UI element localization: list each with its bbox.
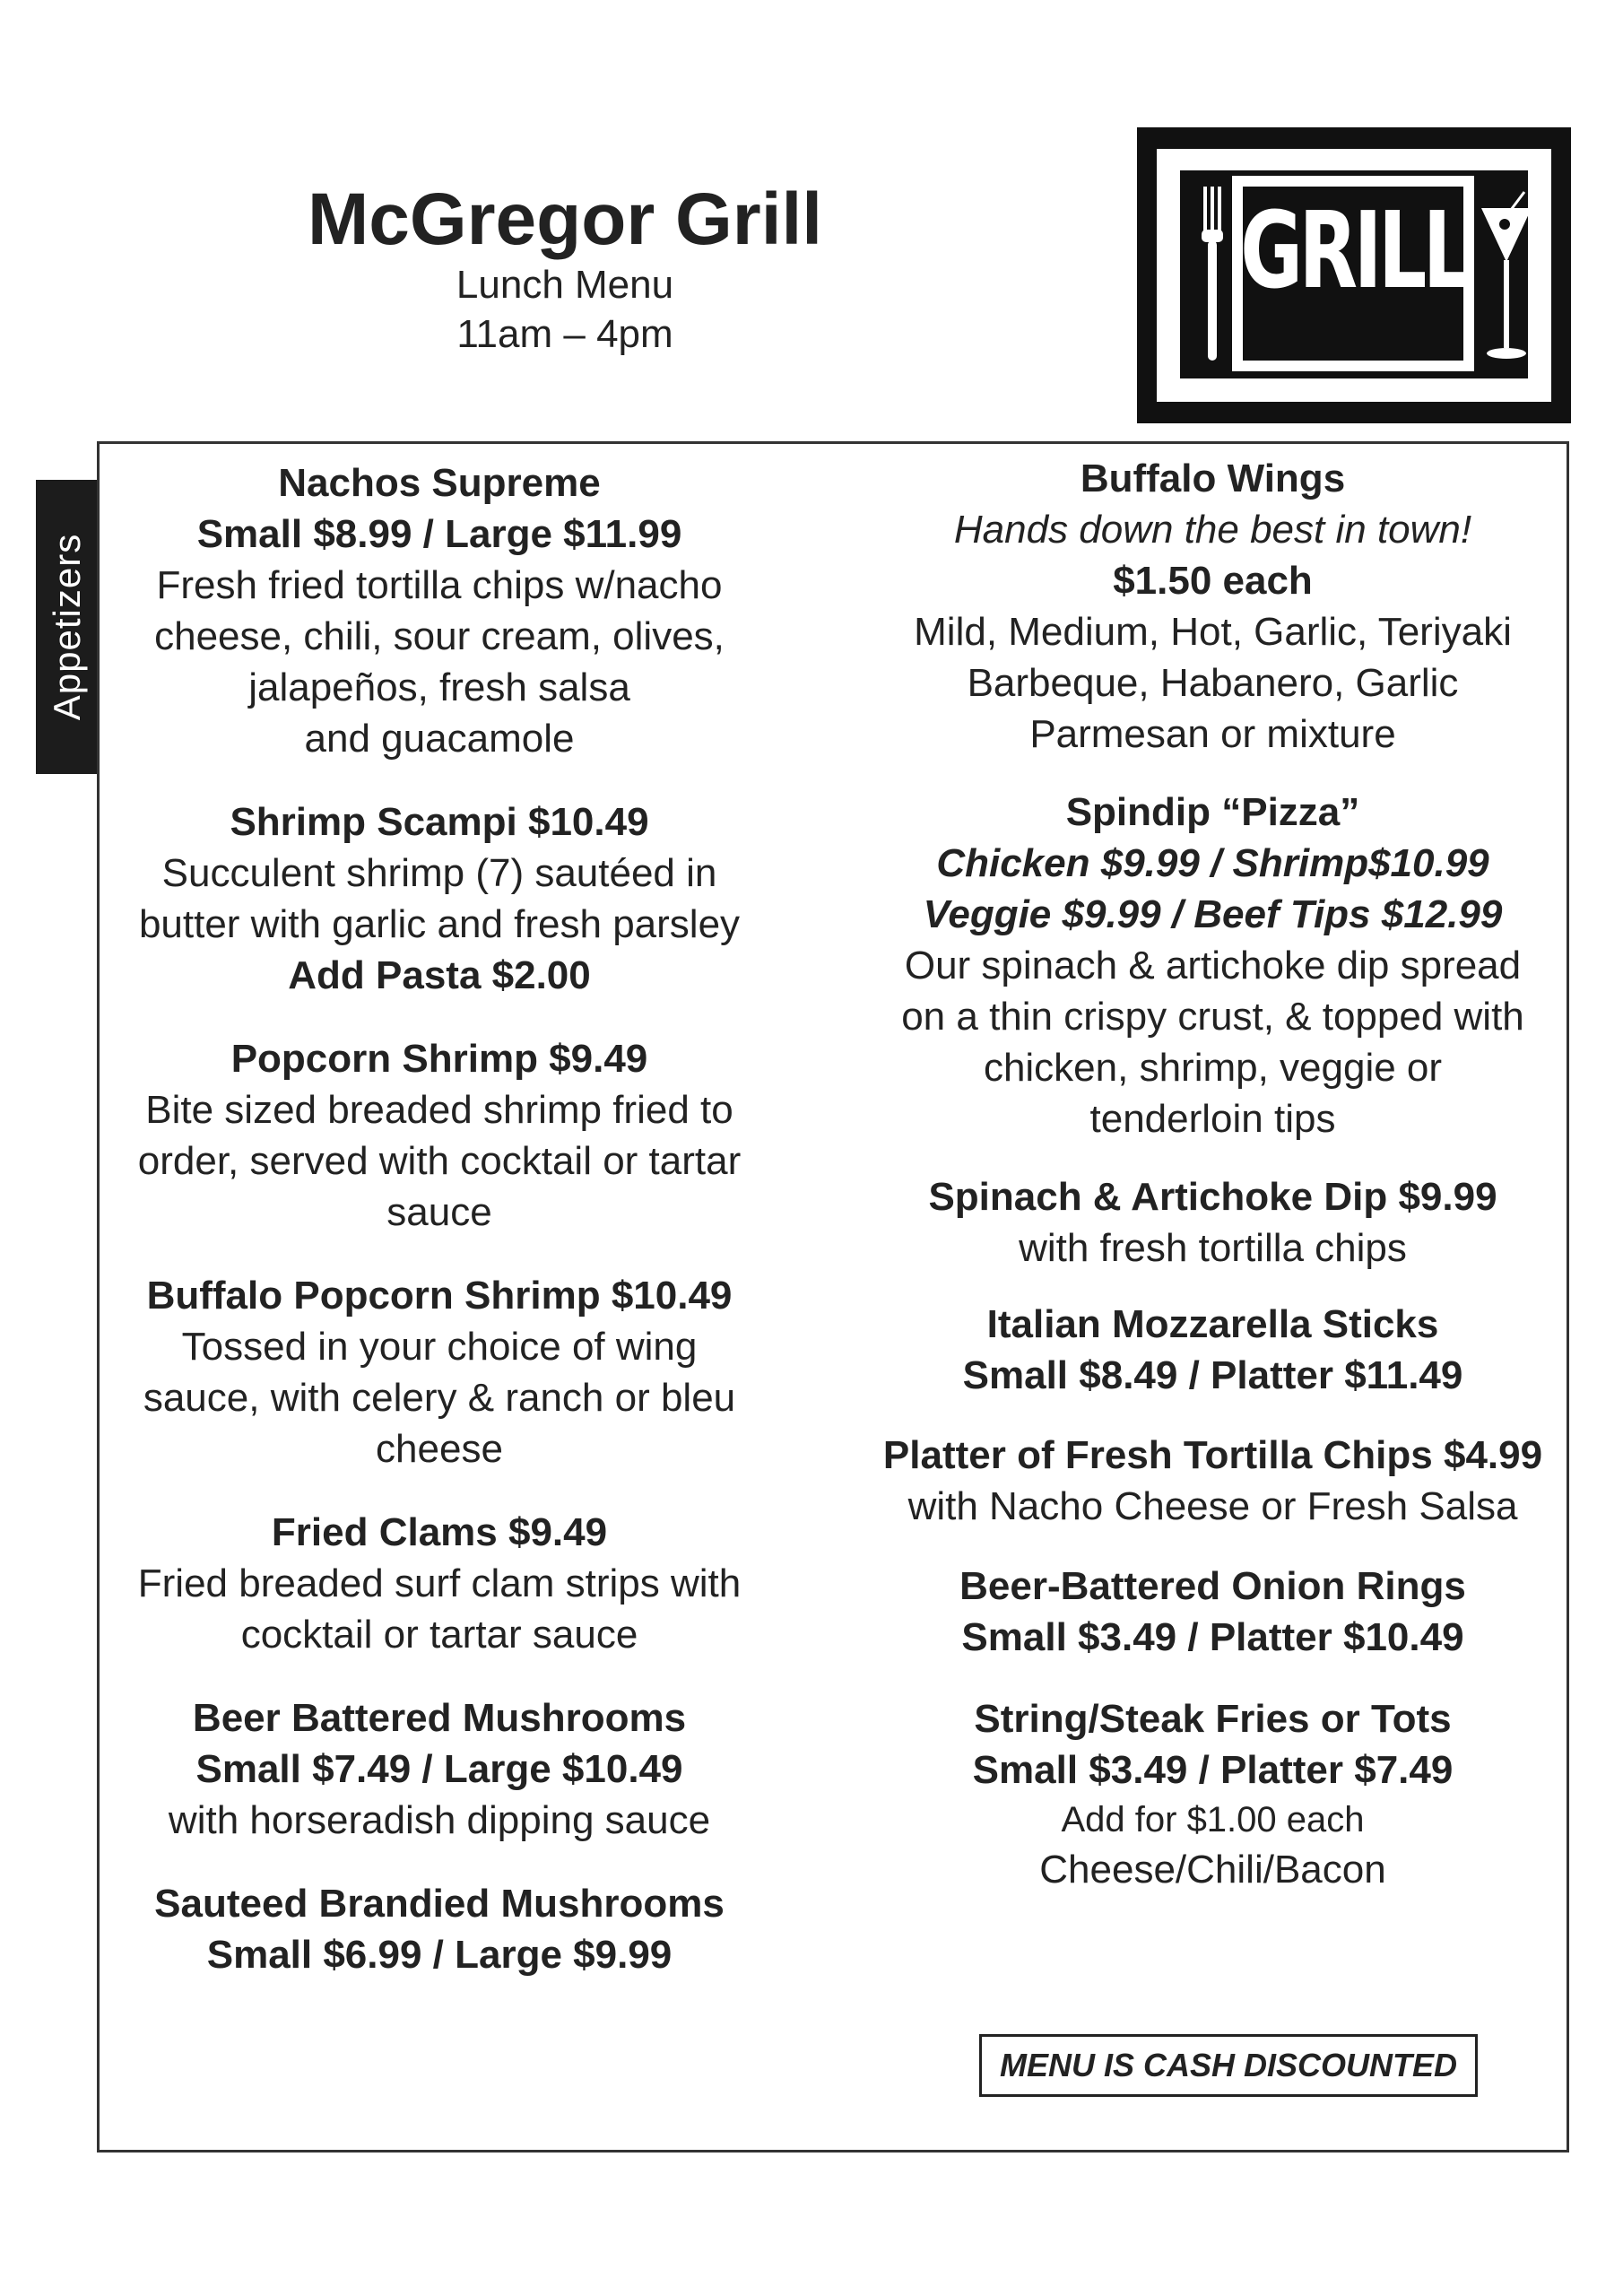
menu-item-detail: on a thin crispy crust, & topped with — [901, 995, 1524, 1039]
menu-item — [847, 1430, 1578, 1532]
menu-item-detail: Barbeque, Habanero, Garlic — [967, 661, 1459, 705]
menu-item-detail: and guacamole — [304, 717, 575, 761]
menu-item-detail: with Nacho Cheese or Fresh Salsa — [907, 1484, 1518, 1528]
menu-item-detail: with horseradish dipping sauce — [168, 1798, 711, 1842]
menu-item-detail: Small $8.49 / Platter $11.49 — [962, 1353, 1463, 1397]
menu-subtitle: Lunch Menu — [456, 263, 674, 308]
menu-item — [108, 1270, 771, 1474]
menu-item-detail: Our spinach & artichoke dip spread — [904, 944, 1522, 987]
menu-item — [108, 1878, 771, 1980]
menu-item-detail: Cheese/Chili/Bacon — [1039, 1848, 1386, 1892]
menu-item-name: Buffalo Wings — [1080, 457, 1346, 500]
menu-item-detail: order, served with cocktail or tartar — [137, 1139, 742, 1183]
menu-item-detail: Small $6.99 / Large $9.99 — [206, 1933, 673, 1977]
appetizers-left-column — [108, 457, 771, 1980]
menu-item-name: Buffalo Popcorn Shrimp $10.49 — [146, 1274, 733, 1318]
menu-item-name: Beer Battered Mushrooms — [192, 1696, 687, 1740]
menu-item-detail: Mild, Medium, Hot, Garlic, Teriyaki — [914, 610, 1512, 654]
menu-item — [108, 1033, 771, 1238]
menu-item-detail: Veggie $9.99 / Beef Tips $12.99 — [923, 892, 1503, 936]
menu-item-name: Spinach & Artichoke Dip $9.99 — [928, 1175, 1497, 1219]
menu-item-detail: Small $3.49 / Platter $10.49 — [961, 1615, 1464, 1659]
grill-logo — [1137, 127, 1571, 423]
menu-item — [847, 1299, 1578, 1401]
menu-item — [108, 457, 771, 764]
menu-hours: 11am – 4pm — [456, 312, 673, 357]
menu-item-detail: Parmesan or mixture — [1029, 712, 1396, 756]
menu-item-detail: $1.50 each — [1113, 559, 1313, 603]
cash-discount-notice: MENU IS CASH DISCOUNTED — [979, 2034, 1478, 2097]
menu-item-name: Beer-Battered Onion Rings — [959, 1564, 1466, 1608]
menu-item-detail: chicken, shrimp, veggie or — [983, 1046, 1443, 1090]
menu-item — [108, 1692, 771, 1846]
menu-item-detail: butter with garlic and fresh parsley — [138, 902, 741, 946]
menu-item-detail: tenderloin tips — [1089, 1097, 1336, 1141]
menu-item-name: Spindip “Pizza” — [1065, 790, 1360, 834]
menu-item-name: Popcorn Shrimp $9.49 — [230, 1037, 648, 1081]
menu-item-detail: jalapeños, fresh salsa — [248, 665, 630, 709]
appetizers-right-column — [847, 453, 1578, 1895]
menu-item-detail: Small $8.99 / Large $11.99 — [196, 512, 682, 556]
menu-item-name: Platter of Fresh Tortilla Chips $4.99 — [882, 1433, 1543, 1477]
menu-item-detail: sauce — [386, 1190, 492, 1234]
menu-item-name: Sauteed Brandied Mushrooms — [154, 1882, 725, 1926]
menu-item-detail: Small $7.49 / Large $10.49 — [195, 1747, 683, 1791]
menu-item-detail: Fresh fried tortilla chips w/nacho — [156, 563, 723, 607]
menu-header — [269, 179, 861, 359]
menu-item — [108, 796, 771, 1001]
menu-item-detail: cheese, chili, sour cream, olives, — [154, 614, 725, 658]
menu-item — [847, 1171, 1578, 1274]
logo-text: GRILL — [1240, 188, 1468, 312]
appetizers-tab-label: Appetizers — [46, 533, 88, 721]
menu-item-detail: Hands down the best in town! — [953, 508, 1472, 552]
menu-item-detail: cocktail or tartar sauce — [240, 1613, 638, 1657]
menu-item-name: Shrimp Scampi $10.49 — [230, 800, 649, 844]
menu-item-name: Italian Mozzarella Sticks — [986, 1302, 1439, 1346]
menu-item-detail: Add Pasta $2.00 — [288, 953, 591, 997]
menu-item — [847, 1693, 1578, 1895]
menu-item — [847, 1561, 1578, 1663]
menu-item — [847, 787, 1578, 1144]
menu-item-detail: Bite sized breaded shrimp fried to — [145, 1088, 733, 1132]
menu-item-detail: Add for $1.00 each — [1061, 1800, 1365, 1839]
menu-item — [847, 453, 1578, 760]
appetizers-tab — [36, 480, 99, 774]
menu-item-detail: Fried breaded surf clam strips with — [137, 1561, 742, 1605]
menu-item-detail: with fresh tortilla chips — [1019, 1226, 1407, 1270]
menu-item — [108, 1507, 771, 1660]
menu-item-name: String/Steak Fries or Tots — [974, 1697, 1452, 1741]
menu-item-detail: cheese — [376, 1427, 503, 1471]
menu-item-name: Fried Clams $9.49 — [271, 1510, 608, 1554]
menu-item-detail: Small $3.49 / Platter $7.49 — [972, 1748, 1454, 1792]
menu-item-detail: Succulent shrimp (7) sautéed in — [161, 851, 717, 895]
menu-item-detail: Tossed in your choice of wing — [181, 1325, 698, 1369]
menu-item-detail: sauce, with celery & ranch or bleu — [143, 1376, 736, 1420]
menu-item-name: Nachos Supreme — [278, 461, 601, 505]
restaurant-name: McGregor Grill — [307, 178, 823, 260]
menu-item-detail: Chicken $9.99 / Shrimp$10.99 — [936, 841, 1489, 885]
